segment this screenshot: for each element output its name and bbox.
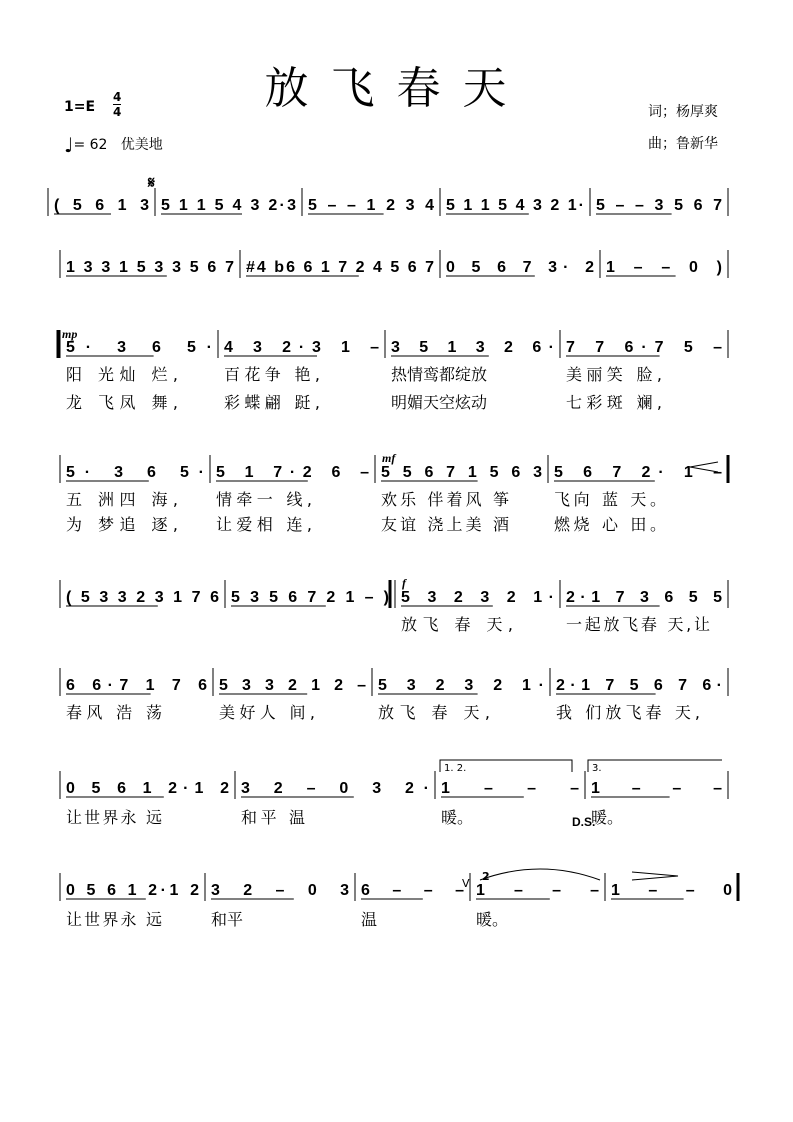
lyric-verse-1: 让世界永 远 [66, 808, 162, 827]
song-title: 放飞春天 [264, 63, 529, 114]
tie-arc [480, 869, 600, 880]
measure-notes: 0 5 6 7 3· 2 [446, 259, 594, 276]
lyric-verse-1: 我 们放飞春 天, [556, 703, 700, 722]
measure-notes: 6 6·7 1 7 6 [66, 677, 207, 694]
measure-notes: 5 1 1 5 4 3 2 1· [446, 197, 584, 214]
composer-credit: 曲；鲁新华 [648, 136, 718, 152]
measure-notes: 6 – – – [361, 882, 464, 899]
time-signature-bottom: 4 [113, 105, 122, 119]
measure-notes: 1 3 3 1 5 3 3 5 6 7 [66, 259, 234, 276]
measure-notes: ( 5 3 3 2 3 1 7 6 [66, 589, 219, 606]
measure-notes: 5 3 2 3 2 1· [401, 589, 554, 606]
measure-notes: 1 – – – [476, 882, 599, 899]
volta-bracket-3 [588, 760, 722, 772]
measure-notes: 0 5 6 1 2·1 2 [66, 780, 229, 797]
dynamic-mp: mp [62, 327, 78, 341]
lyric-verse-2: 让爱相 连, [216, 515, 312, 534]
lyric-verse-1: 暖。 [591, 808, 623, 827]
segno-icon: 𝄋 [148, 173, 155, 192]
lyric-verse-1: 阳 光灿 烂, [66, 365, 178, 384]
lyric-verse-1: 让世界永 远 [66, 910, 162, 929]
lyric-verse-1: 欢乐 伴着风 筝 [381, 490, 509, 509]
measure-notes: 1 – – 0 ) [606, 259, 722, 276]
lyric-verse-1: 和平 [211, 910, 243, 929]
measure-notes: 5 6 7 2· 1 – [554, 464, 722, 481]
measure-notes: 7 7 6·7 5 – [566, 339, 722, 356]
dynamic-mf: mf [382, 451, 396, 465]
lyric-verse-1: 热情鸾都绽放 [391, 365, 487, 384]
measure-notes: 1 – – – [441, 780, 579, 797]
measure-notes: 0 5 6 1 2·1 2 [66, 882, 199, 899]
quarter-note-icon: ♩ [64, 133, 74, 157]
dynamic-f: f [402, 576, 406, 590]
lyric-verse-1: 一起放飞春 天,让 [566, 615, 710, 634]
measure-notes: 5 5 6 7 1 5 6 3 [381, 464, 542, 481]
tempo-value: = 62 [73, 137, 108, 153]
measure-notes: 3 2 – 0 3 [211, 882, 349, 899]
lyric-verse-1: 暖。 [476, 910, 508, 929]
measure-notes: 3 5 1 3 2 6· [391, 339, 554, 356]
lyric-verse-2: 彩蝶翩 跹, [224, 393, 320, 412]
lyric-verse-1: 五 洲四 海, [66, 490, 178, 509]
measure-notes: 5· 3 6 5· [66, 339, 212, 356]
volta-label-1: 1. 2. [444, 763, 467, 774]
lyricist-credit: 词；杨厚爽 [648, 104, 718, 120]
measure-notes: #4 b6 6 1 7 2 4 5 6 7 [246, 259, 434, 276]
lyric-verse-2: 龙 飞凤 舞, [66, 393, 178, 412]
breath-number: 2 [482, 870, 490, 883]
tempo-expression: 优美地 [120, 137, 163, 153]
measure-notes: 5 3 2 3 2 1· [378, 677, 544, 694]
lyric-verse-1: 放飞 春 天, [378, 703, 490, 722]
measure-notes: 1 – – – [591, 780, 722, 797]
measure-notes: 1 – – 0 [611, 882, 732, 899]
volta-label-3: 3. [592, 763, 602, 774]
lyric-verse-1: 美丽笑 脸, [566, 365, 662, 384]
measure-notes: 2·1 7 5 6 7 6· [556, 677, 722, 694]
breath-mark-icon: V [462, 877, 470, 890]
measure-notes: 5 – – 1 2 3 4 [308, 197, 434, 214]
measure-notes: 5· 3 6 5· [66, 464, 204, 481]
lyric-verse-1: 和平 温 [241, 808, 305, 827]
measure-notes: 5 1 7·2 6 – [216, 464, 369, 481]
measure-notes: 3 2 – 0 3 2· [241, 780, 429, 797]
lyric-verse-1: 百花争 艳, [224, 365, 320, 384]
measure-notes: 5 – – 3 5 6 7 [596, 197, 722, 214]
lyric-verse-1: 春风 浩 荡 [66, 703, 162, 722]
lyric-verse-2: 明媚天空炫动 [391, 393, 487, 412]
lyric-verse-2: 燃烧 心 田。 [554, 515, 666, 534]
ds-marking: D.S. [572, 815, 596, 829]
measure-notes: 5 1 1 5 4 3 2·3 [161, 197, 296, 214]
lyric-verse-1: 暖。 [441, 808, 473, 827]
lyric-verse-2: 友谊 浇上美 酒 [381, 515, 509, 534]
lyric-verse-2: 为 梦追 逐, [66, 515, 178, 534]
lyric-verse-1: 放飞 春 天, [401, 615, 513, 634]
measure-notes: ( 5 6 1 3 [54, 197, 149, 214]
measure-notes: 4 3 2·3 1 – [224, 339, 379, 356]
lyric-verse-1: 美好人 间, [219, 703, 315, 722]
key-signature: 1=E [64, 99, 96, 115]
time-signature-top: 4 [113, 90, 122, 104]
decrescendo-hairpin [632, 872, 678, 880]
lyric-verse-1: 飞向 蓝 天。 [554, 490, 666, 509]
measure-notes: 5 3 5 6 7 2 1 – ) [231, 589, 389, 606]
lyric-verse-2: 七彩斑 斓, [566, 393, 662, 412]
lyric-verse-1: 温 [361, 910, 378, 929]
measure-notes: 2·1 7 3 6 5 5 [566, 589, 722, 606]
measure-notes: 5 3 3 2 1 2 – [219, 677, 366, 694]
lyric-verse-1: 情牵一 线, [216, 490, 312, 509]
